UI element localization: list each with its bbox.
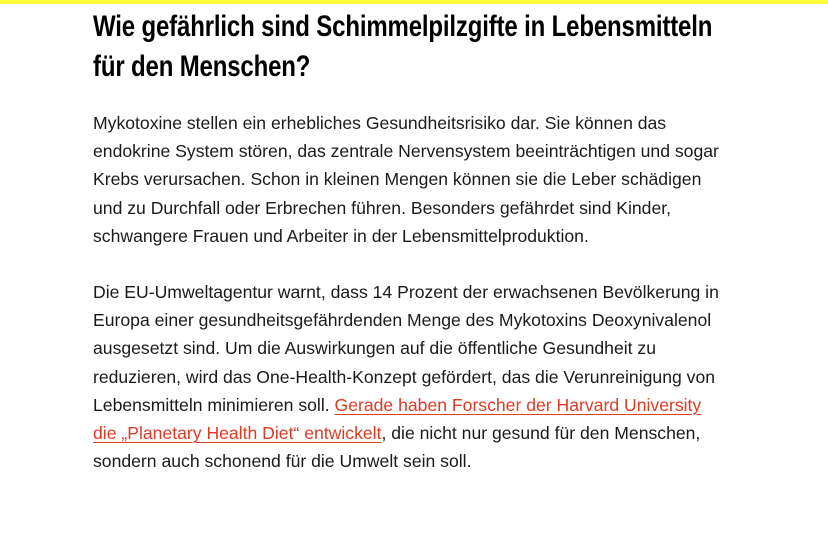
article-body [93,7,733,475]
top-accent-bar [0,0,828,4]
paragraph-eu-warning-text: Die EU-Umweltagentur warnt, dass 14 Prozent der erwachsenen Bevölkerung in Europa einer gesundheitsgefährdenden Menge des Mykotoxins Deoxynivalenol ausgesetzt sind. Um die Auswirkungen auf die öffentliche Gesundheit zu reduzieren, wird das One-Health-Konzept gefördert, das die Verunreinigung von Lebensmitteln minimieren soll. [93,282,719,415]
section-heading: Wie gefährlich sind Schimmelpilzgifte in Lebensmitteln für den Menschen? [93,10,713,83]
planetary-health-diet-link[interactable]: Gerade haben Forscher der Harvard University die „Planetary Health Diet“ entwickelt [93,394,702,444]
paragraph-eu-warning [93,278,729,475]
paragraph-mycotoxin-risks: Mykotoxine stellen ein erhebliches Gesundheitsrisiko dar. Sie können das endokrine System stören, das zentrale Nervensystem beeinträchtigen und sogar Krebs verursachen. Schon in kleinen Mengen können sie die Leber schädigen und zu Durchfall oder Erbrechen führen. Besonders gefährdet sind Kinder, schwangere Frauen und Arbeiter in der Lebensmittelproduktion. [93,113,719,246]
paragraph-eu-warning-tail: , die nicht nur gesund für den Menschen, sondern auch schonend für die Umwelt sein soll. [93,423,701,472]
